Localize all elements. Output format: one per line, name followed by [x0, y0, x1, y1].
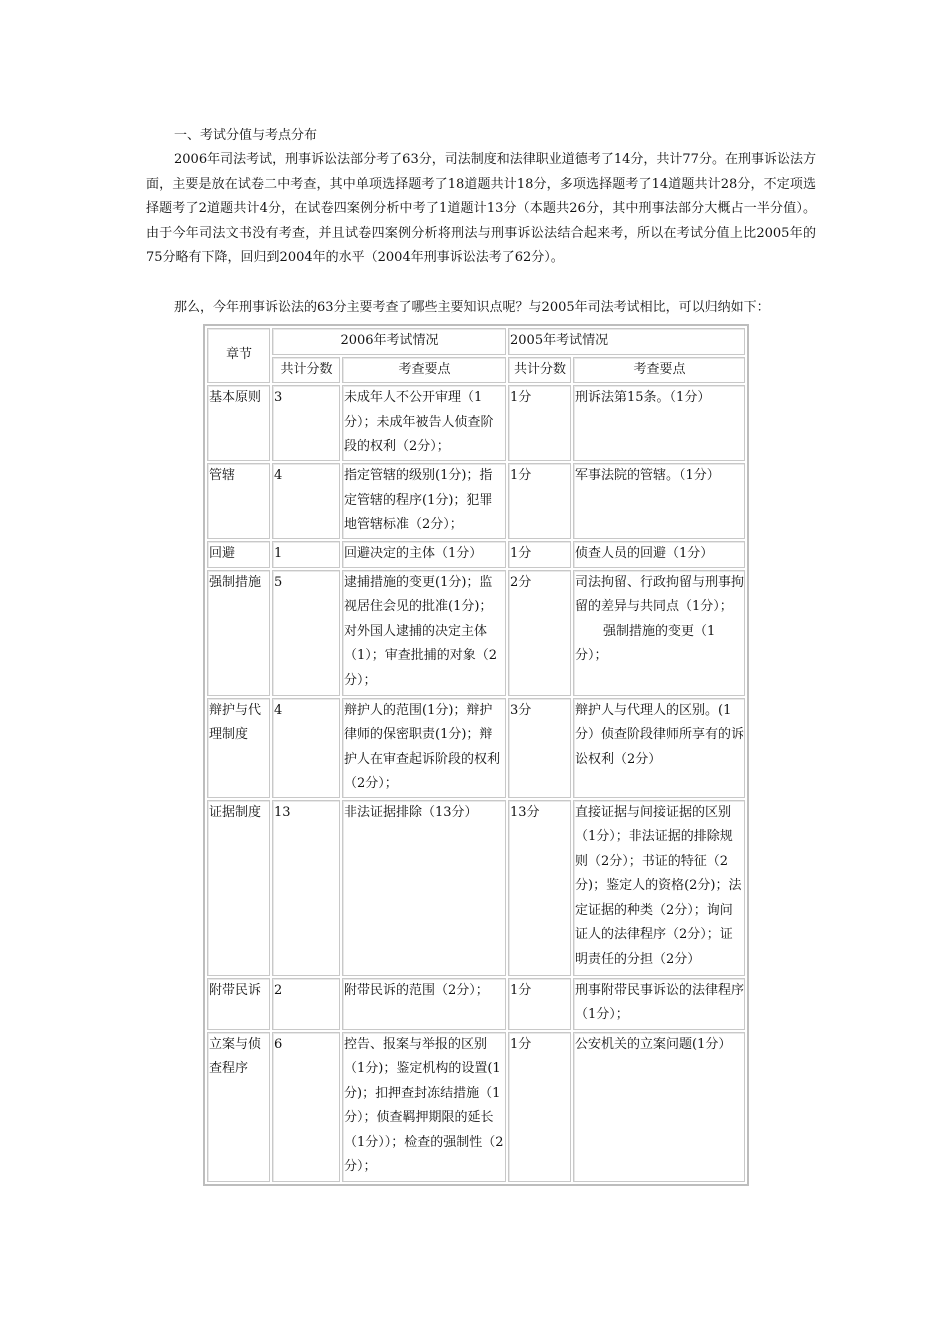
row-points-2006: 控告、报案与举报的区别（1分)；鉴定机构的设置(1分)；扣押查封冻结措施（1分）；侦查羁押期限的延长（1分））；检查的强制性（2分）；	[342, 1032, 506, 1182]
row-points-2005: 刑诉法第15条。（1分）	[573, 385, 745, 461]
row-chapter: 附带民诉	[207, 978, 270, 1030]
row-score-2005: 1分	[508, 978, 571, 1030]
row-points-2006: 辩护人的范围(1分)；辩护律师的保密职责(1分)；辩护人在审查起诉阶段的权利（2分）；	[342, 698, 506, 798]
row-chapter: 辩护与代理制度	[207, 698, 270, 798]
row-score-2006: 6	[272, 1032, 340, 1182]
header-points-2006: 考查要点	[342, 357, 506, 384]
row-points-2005: 辩护人与代理人的区别。(1分）侦查阶段律师所享有的诉讼权利（2分）	[573, 698, 745, 798]
row-score-2006: 3	[272, 385, 340, 461]
row-score-2005: 1分	[508, 463, 571, 539]
table-row	[207, 463, 745, 539]
row-points-2005: 公安机关的立案问题(1分）	[573, 1032, 745, 1182]
header-2006: 2006年考试情况	[272, 328, 506, 355]
row-chapter: 立案与侦查程序	[207, 1032, 270, 1182]
table-row	[207, 978, 745, 1030]
row-chapter: 强制措施	[207, 570, 270, 696]
row-score-2005: 2分	[508, 570, 571, 696]
row-points-2005-part2: 强制措施的变更（1分）；	[575, 623, 716, 663]
table-row	[207, 800, 745, 976]
table-header-row	[207, 328, 745, 355]
row-points-2005: 刑事附带民事诉讼的法律程序（1分）；	[573, 978, 745, 1030]
row-score-2005: 1分	[508, 541, 571, 568]
table-row	[207, 385, 745, 461]
row-points-2005	[573, 570, 745, 696]
header-2005: 2005年考试情况	[508, 328, 745, 355]
table-row	[207, 1032, 745, 1182]
row-points-2006: 指定管辖的级别(1分)；指定管辖的程序(1分)；犯罪地管辖标准（2分）；	[342, 463, 506, 539]
row-score-2006: 4	[272, 698, 340, 798]
row-points-2006: 非法证据排除（13分）	[342, 800, 506, 976]
table-row	[207, 541, 745, 568]
header-total-2006: 共计分数	[272, 357, 340, 384]
row-points-2006: 附带民诉的范围（2分）；	[342, 978, 506, 1030]
row-points-2005: 军事法院的管辖。（1分）	[573, 463, 745, 539]
header-points-2005: 考查要点	[573, 357, 745, 384]
row-score-2005: 3分	[508, 698, 571, 798]
row-score-2006: 2	[272, 978, 340, 1030]
row-points-2006: 未成年人不公开审理（1分）；未成年被告人侦查阶段的权利（2分）；	[342, 385, 506, 461]
row-points-2006: 逮捕措施的变更(1分)；监视居住会见的批准(1分)；对外国人逮捕的决定主体（1）；审查批捕的对象（2分）；	[342, 570, 506, 696]
row-score-2005: 1分	[508, 1032, 571, 1182]
header-chapter: 章节	[207, 328, 270, 383]
row-score-2005: 13分	[508, 800, 571, 976]
row-points-2005: 侦查人员的回避（1分）	[573, 541, 745, 568]
row-chapter: 基本原则	[207, 385, 270, 461]
row-score-2005: 1分	[508, 385, 571, 461]
row-score-2006: 1	[272, 541, 340, 568]
row-chapter: 证据制度	[207, 800, 270, 976]
table-subheader-row	[207, 357, 745, 384]
row-chapter: 管辖	[207, 463, 270, 539]
row-score-2006: 4	[272, 463, 340, 539]
row-chapter: 回避	[207, 541, 270, 568]
table-row	[207, 570, 745, 696]
table-row	[207, 698, 745, 798]
row-score-2006: 5	[272, 570, 340, 696]
row-points-2005-part1: 司法拘留、行政拘留与刑事拘留的差异与共同点（1分）；	[575, 574, 745, 614]
row-points-2005: 直接证据与间接证据的区别（1分）；非法证据的排除规则（2分）；书证的特征（2分)；鉴定人的资格(2分)；法定证据的种类（2分）；询问证人的法律程序（2分）；证明责任的分担（2分）	[573, 800, 745, 976]
row-score-2006: 13	[272, 800, 340, 976]
header-total-2005: 共计分数	[508, 357, 571, 384]
intro-paragraph: 2006年司法考试，刑事诉讼法部分考了63分，司法制度和法律职业道德考了14分，共计77分。在刑事诉讼法方面，主要是放在试卷二中考查，其中单项选择题考了18道题共计18分，多项选择题考了14道题共计28分，不定项选择题考了2道题共计4分，在试卷四案例分析中考了1道题计13分（本题共26分，其中刑事法部分大概占一半分值）。由于今年司法文书没有考查，并且试卷四案例分析将刑法与刑事诉讼法结合起来考，所以在考试分值上比2005年的75分略有下降，回归到2004年的水平（2004年刑事诉讼法考了62分）。	[146, 152, 816, 265]
row-points-2006: 回避决定的主体（1分）	[342, 541, 506, 568]
section-heading: 一、考试分值与考点分布	[174, 128, 318, 143]
summary-paragraph: 那么，今年刑事诉讼法的63分主要考查了哪些主要知识点呢？与2005年司法考试相比，可以归纳如下：	[174, 300, 770, 315]
exam-score-table	[203, 324, 749, 1186]
